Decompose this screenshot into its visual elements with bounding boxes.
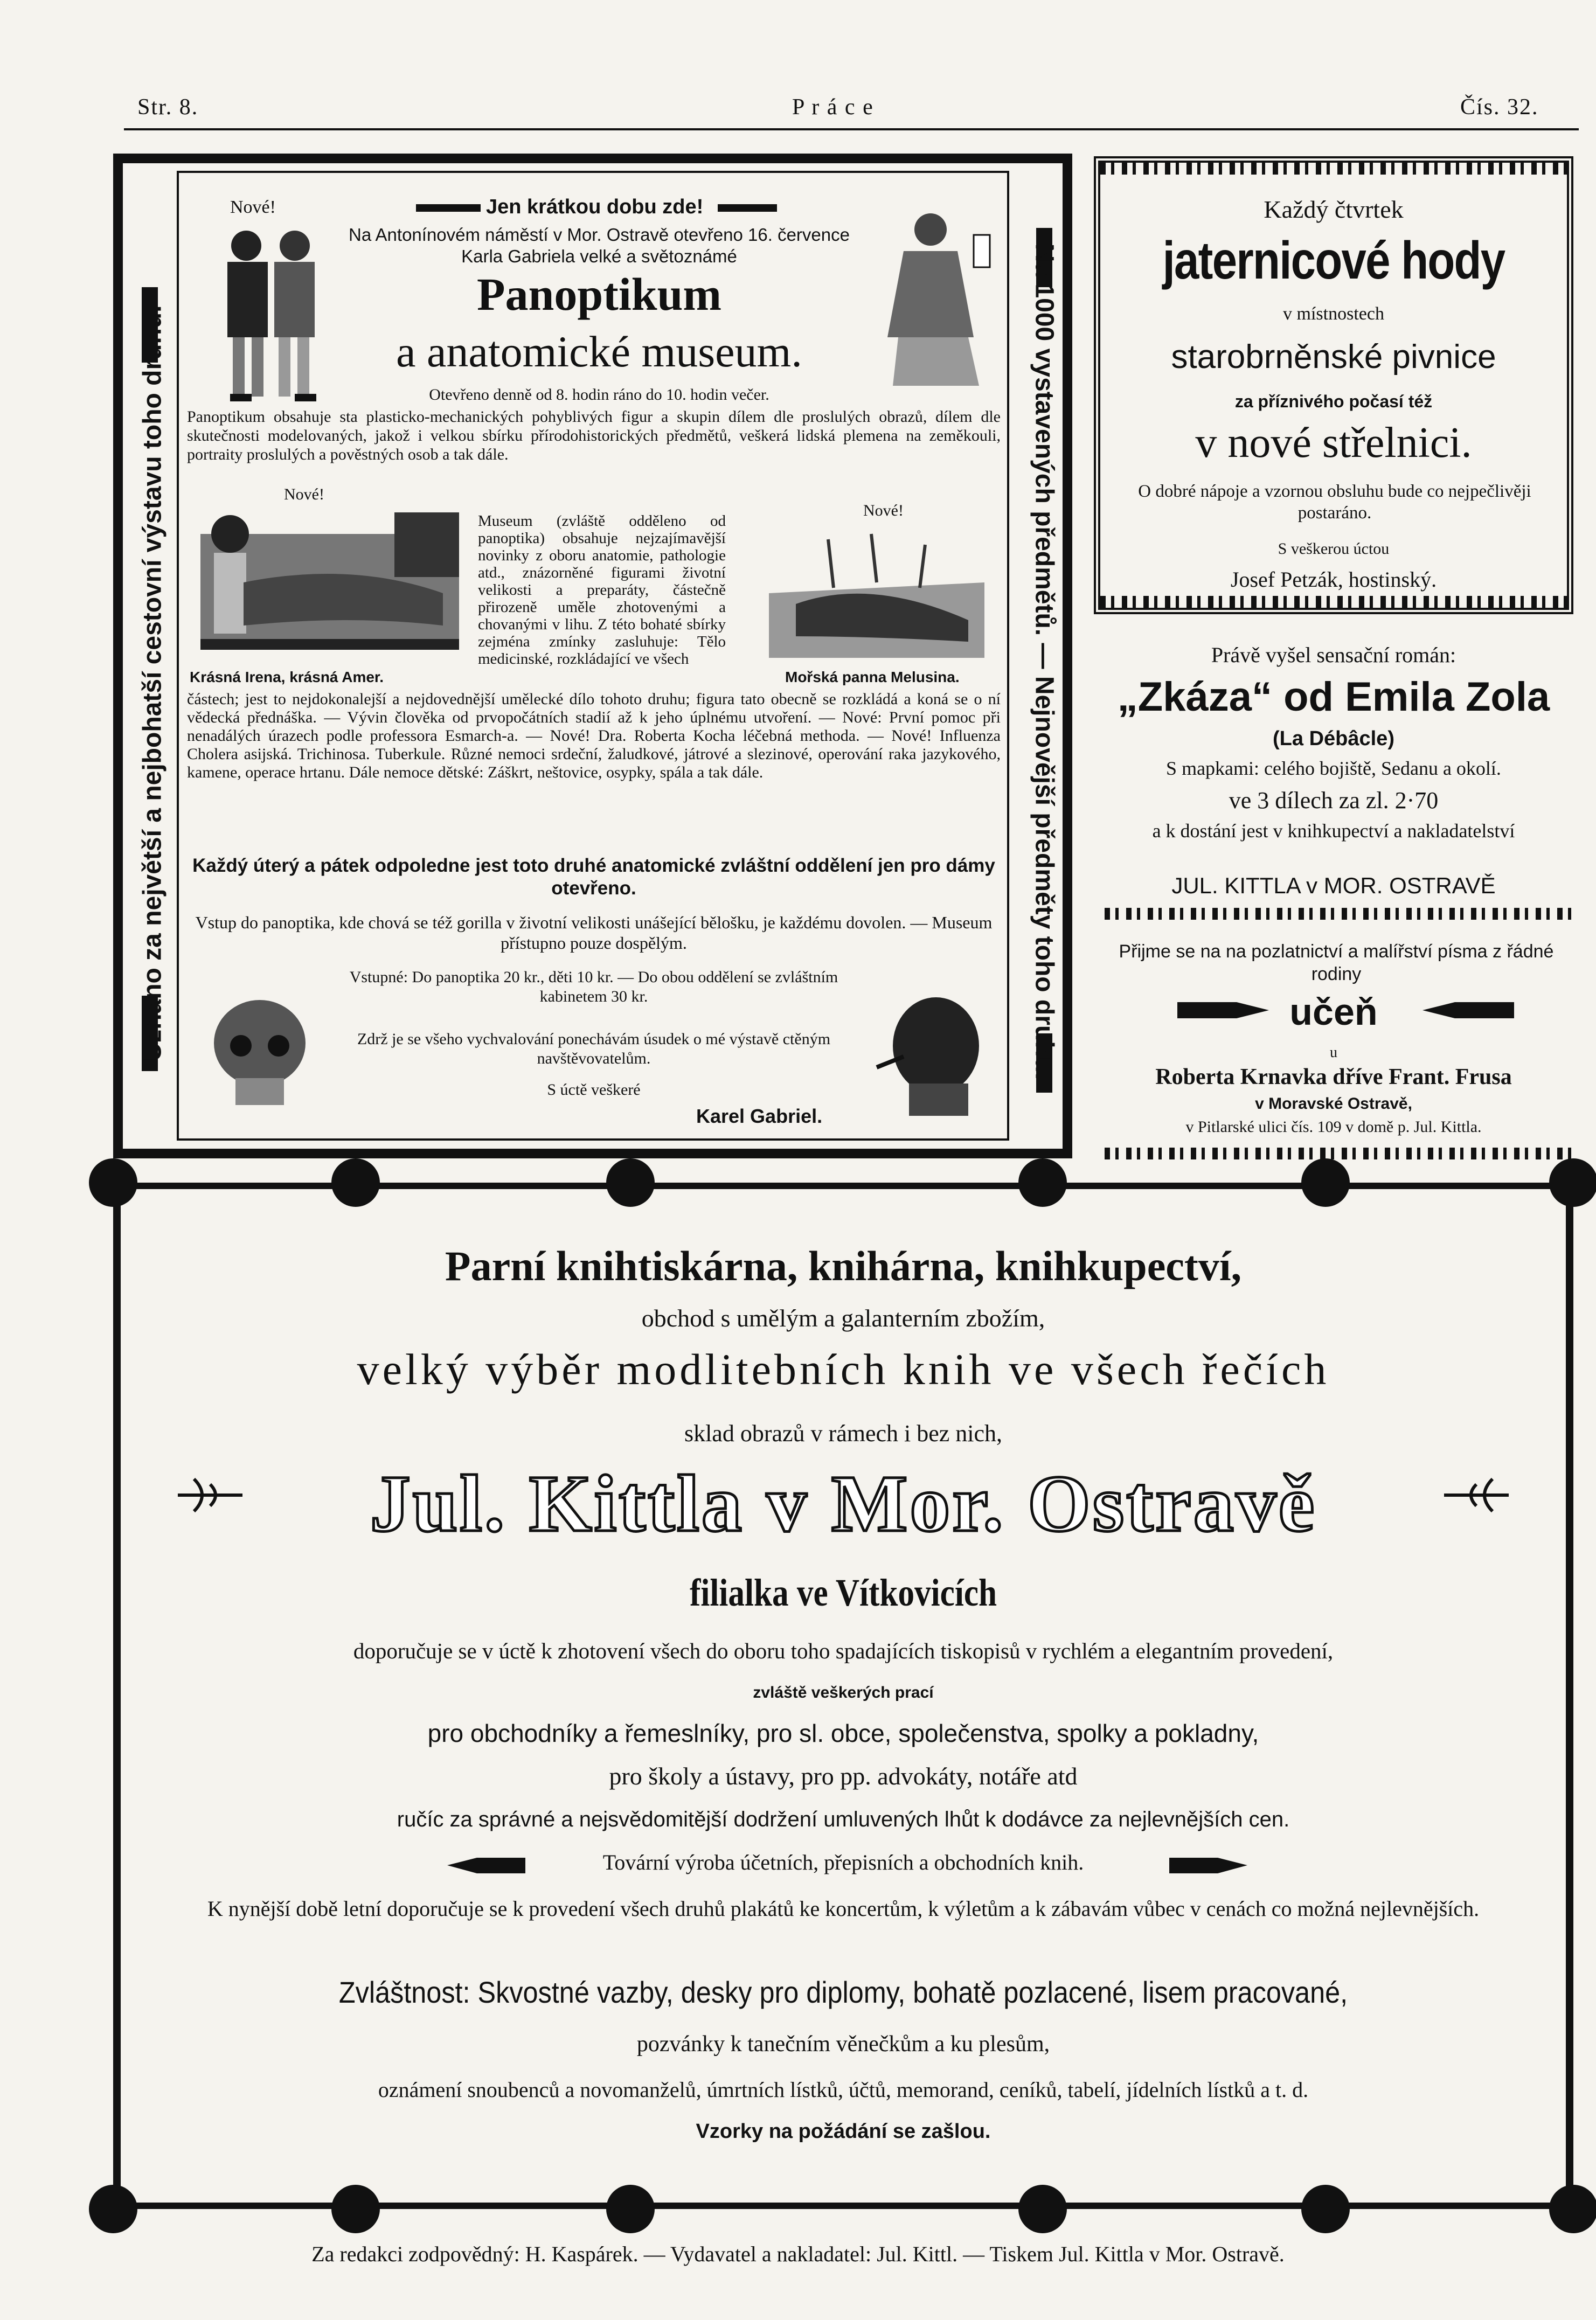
zola-original-title: (La Débâcle) bbox=[1273, 727, 1394, 750]
kittl-line-4: sklad obrazů v rámech i bez nich, bbox=[684, 1420, 1003, 1447]
banner-bar-right bbox=[718, 204, 777, 212]
exhibits-description: částech; jest to nejdokonalejší a nejdovednější umělecké dílo tohoto druhu; figura tato obecně se rozkládá a koná se o ní vědecká přednáška. — Vývin člověka od prvopočátních stadií až k jeho úplnému utvoření. — Nové: První pomoc při nenadálých úrazech podle professora Esmarch-a. — Nové! Dra. Roberta Kocha léčebná methoda. — Nové! Influenza Cholera asijská. Trichinosa. Tuberkule. Různé nemoci srdeční, žaludkové, játrové a slezinové, operování raka jazykového, kamene, operace hrtanu. Dále nemoce dětské: Záškrt, neštovice, osypky, spála a tak dále. bbox=[187, 690, 1001, 781]
kittl-line-15: pozvánky k tanečním věnečkům a ku plesům, bbox=[636, 2032, 1050, 2057]
irena-illustration bbox=[190, 502, 470, 663]
panoptikum-content bbox=[177, 171, 1009, 1141]
page-number: Str. 8. bbox=[137, 95, 199, 120]
kittl-specialty: Zvláštnost: Skvostné vazby, desky pro diplomy, bohatě pozlacené, lisem pracované, bbox=[338, 1975, 1348, 2009]
museum-description: Museum (zvláště odděleno od panoptika) obsahuje nejzajímavější novinky z oboru anatomie, pathologie atd., znázorněné figurami životní velikosti a preparáty, částečně přirozeně uměle zhotovenými a chovanými v lihu. Z této bohaté sbírky zejména zmínky zasluhuje: Tělo medicinské, rozkládající ve všech bbox=[478, 512, 726, 668]
header-rule bbox=[124, 128, 1579, 130]
banner-bar-left bbox=[416, 204, 481, 212]
zola-ornament bbox=[1105, 908, 1573, 920]
doctor-illustration bbox=[866, 203, 1001, 397]
top-ornament bbox=[1100, 163, 1567, 175]
panoptikum-description: Panoptikum obsahuje sta plasticko-mechanických pohyblivých figur a skupin dílem dle proslulých obrazů, dílem dle skutečnosti modelovaných, jakož i velkou sbírku přírodohistorických předmětů, veškerá lidská plemena na zeměkouli, portraity proslulých a pověstných osob a tak dále. bbox=[187, 408, 1001, 463]
frame-dot bbox=[606, 2185, 655, 2233]
skull-illustration bbox=[200, 992, 324, 1116]
ucen-employer: Roberta Krnavka dříve Frant. Frusa bbox=[1155, 1065, 1512, 1089]
kittl-line-11: ručíc za správné a nejsvědomitější dodržení umluvených lhůt k dodávce za nejlevnějších cen. bbox=[397, 1808, 1290, 1831]
imprint-footer: Za redakci zodpovědný: H. Kaspárek. — Vydavatel a nakladatel: Jul. Kittl. — Tiskem Jul. Kittla v Mor. Ostravě. bbox=[311, 2242, 1285, 2266]
banner bbox=[416, 196, 793, 217]
zola-price: ve 3 dílech za zl. 2·70 bbox=[1229, 787, 1439, 814]
frame-dot bbox=[1549, 1158, 1596, 1207]
pointing-hand-icon bbox=[1169, 1853, 1250, 1878]
frame-dot bbox=[606, 1158, 655, 1207]
hody-line-5: za příznivého počasí též bbox=[1234, 392, 1433, 411]
hody-service: O dobré nápoje a vzornou obsluhu bude co nejpečlivěji postaráno. bbox=[1138, 482, 1531, 523]
ucen-intro: Přijme se na na pozlatnictví a malířství písma z řádné rodiny bbox=[1119, 941, 1554, 984]
hody-regards: S veškerou úctou bbox=[1278, 540, 1390, 558]
hody-line-3: v místnostech bbox=[1283, 304, 1384, 324]
panoptikum-ad bbox=[113, 154, 1072, 1158]
kittl-line-10: pro školy a ústavy, pro pp. advokáty, notáře atd bbox=[609, 1762, 1078, 1790]
mermaid-illustration bbox=[764, 529, 990, 663]
frame-dot bbox=[1018, 2185, 1067, 2233]
bottom-ornament bbox=[1100, 596, 1567, 608]
kittl-printing-ad bbox=[113, 1183, 1573, 2209]
ladies-notice: Každý úterý a pátek odpoledne jest toto druhé anatomické zvláštní oddělení jen pro dámy otevřeno. bbox=[192, 855, 995, 899]
kittl-line-7: doporučuje se v úctě k zhotovení všech do oboru toho spadajících tiskopisů v rychlém a elegantním provedení, bbox=[353, 1638, 1334, 1663]
frame-dot bbox=[1301, 1158, 1350, 1207]
ucen-address: v Pitlarské ulici čís. 109 v domě p. Jul. Kittla. bbox=[1185, 1118, 1482, 1136]
ornament-right-icon bbox=[1444, 1474, 1509, 1517]
frame-dot bbox=[89, 1158, 137, 1207]
apprentice-ad bbox=[1094, 921, 1573, 1158]
hody-venue-2: v nové střelnici. bbox=[1195, 419, 1472, 467]
zola-maps: S mapkami: celého bojiště, Sedanu a okolí. bbox=[1166, 758, 1501, 779]
frame-dot bbox=[1018, 1158, 1067, 1207]
jaternicove-hody-ad bbox=[1094, 156, 1573, 614]
banner-text: Jen krátkou dobu zde! bbox=[486, 196, 704, 218]
panoptikum-subtitle: a anatomické museum. bbox=[396, 327, 802, 376]
irena-caption: Krásná Irena, krásná Amer. bbox=[190, 669, 384, 685]
kittl-line-12: Tovární výroba účetních, přepisních a obchodních knih. bbox=[602, 1850, 1084, 1874]
frame-dot bbox=[1549, 2185, 1596, 2233]
kittl-line-9: pro obchodníky a řemeslníky, pro sl. obce, společenstva, spolky a pokladny, bbox=[427, 1719, 1259, 1747]
hody-venue: starobrněnské pivnice bbox=[1171, 338, 1496, 376]
kittl-samples: Vzorky na požádání se zašlou. bbox=[696, 2120, 991, 2143]
newspaper-title: P r á c e bbox=[792, 95, 874, 120]
frame-dot bbox=[331, 2185, 380, 2233]
kittl-line-1: Parní knihtiskárna, knihárna, knihkupectví, bbox=[445, 1242, 1242, 1289]
hody-signature: Josef Petzák, hostinský. bbox=[1230, 567, 1437, 592]
frame-dot bbox=[1301, 2185, 1350, 2233]
opening-hours: Otevřeno denně od 8. hodin ráno do 10. hodin večer. bbox=[429, 386, 769, 404]
kittl-branch: filialka ve Vítkovicích bbox=[689, 1571, 997, 1614]
entry-prices: Vstupné: Do panoptika 20 kr., děti 10 kr. — Do obou oddělení se zvláštním kabinetem 30 kr. bbox=[349, 968, 838, 1005]
ucen-city: v Moravské Ostravě, bbox=[1255, 1095, 1412, 1113]
kittl-line-8: zvláště veškerých prací bbox=[753, 1684, 934, 1701]
kittl-firm-name: Jul. Kittla v Mor. Ostravě bbox=[370, 1459, 1317, 1548]
new-label-3: Nové! bbox=[863, 502, 904, 519]
zola-availability: a k dostání jest v knihkupectví a nakladatelství bbox=[1152, 820, 1515, 842]
ucen-u: u bbox=[1330, 1044, 1337, 1061]
visit-note: Zdrž je se všeho vychvalování ponechávám úsudek o mé výstavě ctěným navštěvovatelům. bbox=[357, 1030, 831, 1067]
kittl-line-2: obchod s umělým a galanterním zbožím, bbox=[641, 1304, 1045, 1332]
panoptikum-title: Panoptikum bbox=[476, 268, 722, 320]
kittl-line-16: oznámení snoubenců a novomanželů, úmrtních lístků, účtů, memorand, ceníků, tabelí, jídelních lístků a t. d. bbox=[378, 2078, 1309, 2102]
pointing-hand-icon bbox=[1417, 997, 1514, 1024]
side-text-left: Uznáno za největší a nejbohatší cestovní výstavu toho druhu. bbox=[138, 305, 167, 1061]
signature: Karel Gabriel. bbox=[696, 1105, 823, 1127]
regards: S úctě veškeré bbox=[547, 1081, 641, 1099]
entry-rules: Vstup do panoptika, kde chová se též gorilla v životní velikosti unášející bělošku, je každému dovolen. — Museum přístupno pouze dospělým. bbox=[195, 913, 993, 953]
mermaid-caption: Mořská panna Melusina. bbox=[785, 669, 960, 685]
zola-line-1: Právě vyšel sensační román: bbox=[1211, 643, 1456, 667]
kittl-line-3: velký výběr modlitebních knih ve všech řečích bbox=[357, 1345, 1330, 1394]
side-text-right: Na 1000 vystavených předmětů. — Nejnovější předměty toho druhu. bbox=[1030, 243, 1059, 1080]
new-label-2: Nové! bbox=[284, 485, 324, 503]
intro-text: Na Antonínovém náměstí v Mor. Ostravě otevřeno 16. července Karla Gabriela velké a světoznámé bbox=[349, 225, 850, 266]
zola-title: „Zkáza“ od Emila Zola bbox=[1117, 674, 1550, 720]
issue-number: Čís. 32. bbox=[1460, 95, 1539, 120]
kittl-line-13: K nynější době letní doporučuje se k provedení všech druhů plakátů ke koncertům, k výletům a k zábavám vůbec v cenách co možná nejlevnějších. bbox=[207, 1897, 1480, 1921]
boys-illustration bbox=[209, 221, 332, 410]
zola-book-ad bbox=[1094, 636, 1573, 916]
frame-dot bbox=[89, 2185, 137, 2233]
frame-dot bbox=[331, 1158, 380, 1207]
ucen-headline: učeň bbox=[1289, 991, 1378, 1033]
ucen-ornament bbox=[1105, 1148, 1573, 1159]
head-illustration bbox=[871, 992, 995, 1121]
hody-headline: jaternicové hody bbox=[1162, 231, 1505, 290]
new-label: Nové! bbox=[230, 197, 276, 217]
hody-line-1: Každý čtvrtek bbox=[1264, 196, 1404, 223]
zola-publisher: JUL. KITTLA v MOR. OSTRAVĚ bbox=[1171, 873, 1496, 898]
